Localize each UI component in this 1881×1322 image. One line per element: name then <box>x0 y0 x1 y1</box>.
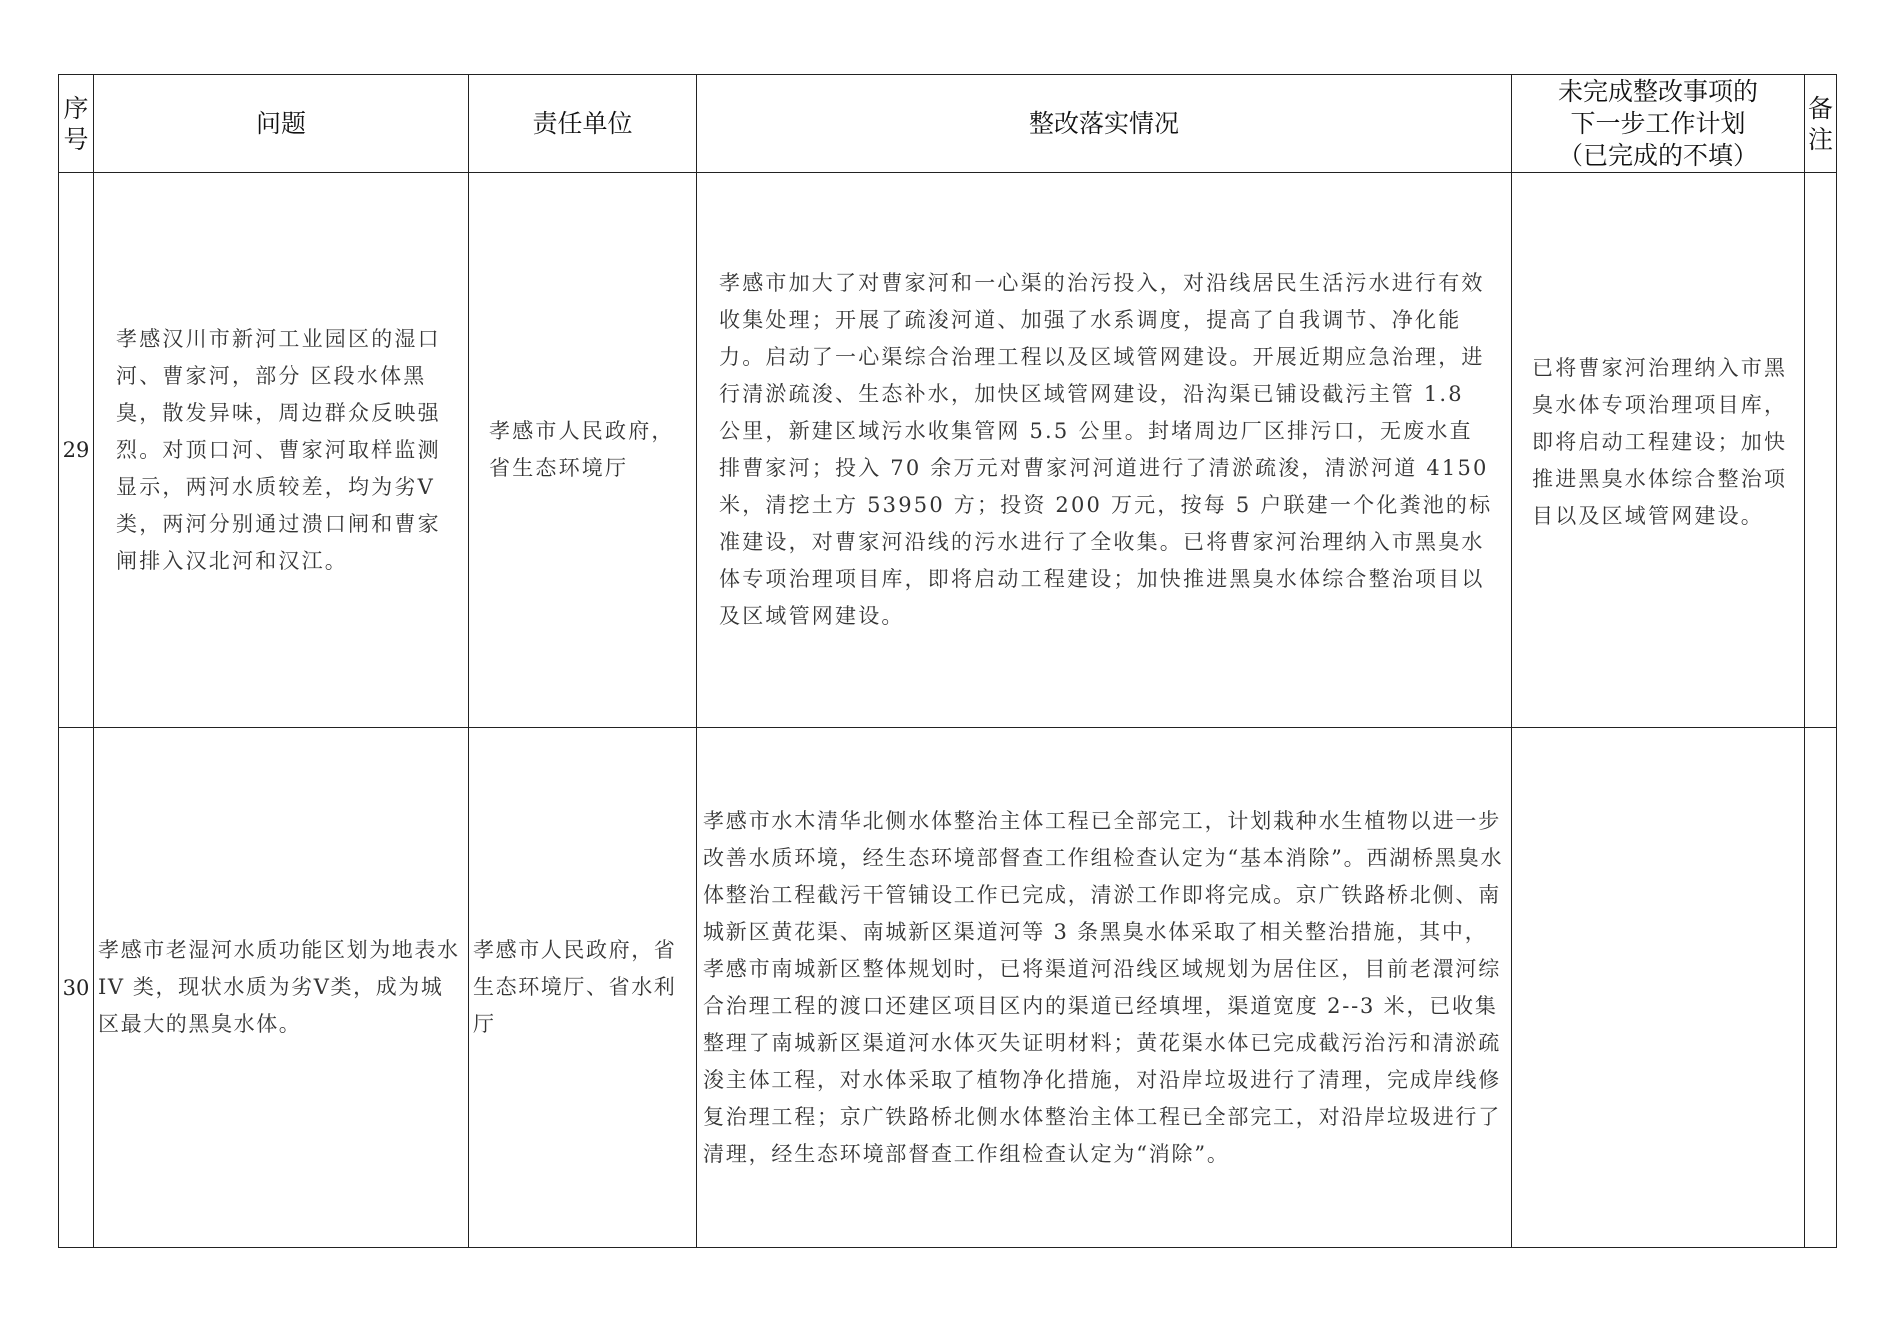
row-issue-text: 孝感汉川市新河工业园区的湿口河、曹家河，部分 区段水体黑臭，散发异味，周边群众反映强烈。对顶口河、曹家河取样监测显示，两河水质较差，均为劣Ⅴ类，两河分别通过溃口闸和曹家闸排入汉北河和汉江。 <box>116 326 441 573</box>
row-status-text: 孝感市加大了对曹家河和一心渠的治污投入，对沿线居民生活污水进行有效收集处理；开展了疏浚河道、加强了水系调度，提高了自我调节、净化能力。启动了一心渠综合治理工程以及区域管网建设。开展近期应急治理，进行清淤疏浚、生态补水，加快区域管网建设，沿沟渠已铺设截污主管 1.8 公里，新建区域污水收集管网 5.5 公里。封堵周边厂区排污口，无废水直排曹家河；投入 70 余万元对曹家河河道进行了清淤疏浚，清淤河道 4150 米，清挖土方 53950 方；投资 200 万元，按每 5 户联建一个化粪池的标准建设，对曹家河沿线的污水进行了全收集。已将曹家河治理纳入市黑臭水体专项治理项目库，即将启动工程建设；加快推进黑臭水体综合整治项目以及区域管网建设。 <box>719 271 1493 628</box>
header-issue: 问题 <box>94 75 469 173</box>
row-plan <box>1512 173 1805 728</box>
row-plan <box>1512 728 1805 1248</box>
row-seq: 29 <box>59 173 94 728</box>
table-header-row <box>59 75 1837 173</box>
rectification-table <box>58 74 1837 1248</box>
header-plan-line1: 未完成整改事项的 <box>1557 76 1758 106</box>
header-status: 整改落实情况 <box>697 75 1512 173</box>
header-unit: 责任单位 <box>469 75 697 173</box>
row-issue <box>94 728 469 1248</box>
header-plan-line2: 下一步工作计划 <box>1570 108 1746 138</box>
header-plan-line3: （已完成的不填） <box>1557 140 1758 170</box>
table-row <box>59 173 1837 728</box>
row-plan-text: 已将曹家河治理纳入市黑臭水体专项治理项目库，即将启动工程建设；加快推进黑臭水体综合整治项目以及区域管网建设。 <box>1532 355 1788 528</box>
table-row <box>59 728 1837 1248</box>
row-unit <box>469 728 697 1248</box>
row-unit <box>469 173 697 728</box>
header-remark: 备注 <box>1805 75 1837 173</box>
row-unit-text: 孝感市人民政府，省生态环境厅、省水利厅 <box>473 938 677 1036</box>
row-status-text: 孝感市水木清华北侧水体整治主体工程已全部完工，计划栽种水生植物以进一步改善水质环境，经生态环境部督查工作组检查认定为“基本消除”。西湖桥黑臭水体整治工程截污干管铺设工作已完成，清淤工作即将完成。京广铁路桥北侧、南城新区黄花渠、南城新区渠道河等 3 条黑臭水体采取了相关整治措施，其中，孝感市南城新区整体规划时，已将渠道河沿线区域规划为居住区，目前老澴河综合治理工程的渡口还建区项目区内的渠道已经填埋，渠道宽度 2--3 米，已收集整理了南城新区渠道河水体灭失证明材料；黄花渠水体已完成截污治污和清淤疏浚主体工程，对水体采取了植物净化措施，对沿岸垃圾进行了清理，完成岸线修复治理工程；京广铁路桥北侧水体整治主体工程已全部完工，对沿岸垃圾进行了清理，经生态环境部督查工作组检查认定为“消除”。 <box>703 808 1504 1166</box>
row-issue <box>94 173 469 728</box>
row-unit-text: 孝感市人民政府，省生态环境厅 <box>489 419 675 480</box>
row-status <box>697 728 1512 1248</box>
row-issue-text: 孝感市老湿河水质功能区划为地表水 IV 类，现状水质为劣Ⅴ类，成为城区最大的黑臭水体。 <box>98 938 460 1036</box>
row-remark <box>1805 728 1837 1248</box>
header-seq: 序号 <box>59 75 94 173</box>
row-remark <box>1805 173 1837 728</box>
row-status <box>697 173 1512 728</box>
row-seq: 30 <box>59 728 94 1248</box>
header-plan <box>1512 75 1805 173</box>
